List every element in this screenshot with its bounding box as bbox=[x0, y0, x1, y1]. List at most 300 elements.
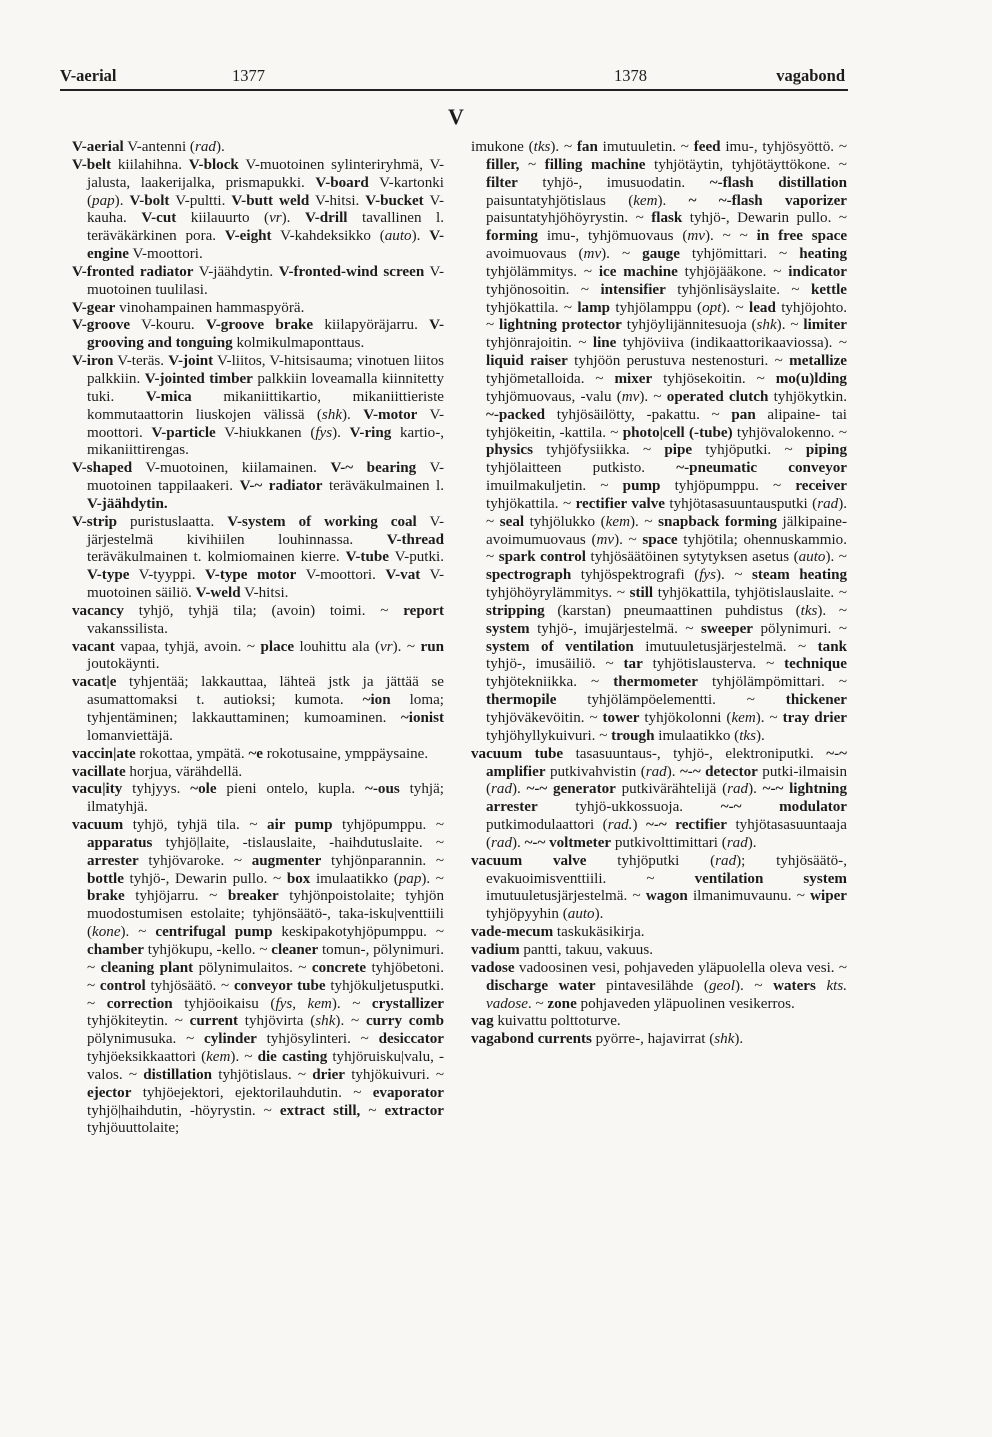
field-label: rad bbox=[491, 781, 512, 798]
headword: V-butt weld bbox=[231, 192, 310, 209]
field-label: rad bbox=[715, 852, 737, 869]
field-label: pap bbox=[92, 192, 115, 209]
definition-text: tyhjö|laite, -tislauslaite, -haihdutuslaite. ~ bbox=[152, 834, 444, 851]
definition-text: imutuuletusjärjestelmä. ~ bbox=[633, 638, 818, 655]
definition-text: tyhjötislaus. ~ bbox=[212, 1066, 313, 1083]
definition-text: tyhjöpumppu. ~ bbox=[332, 817, 444, 834]
definition-text: tyhjönparannin. ~ bbox=[321, 852, 444, 869]
definition-text: horjua, värähdellä. bbox=[125, 763, 243, 780]
definition-text: tyhjötasasuuntaaja ( bbox=[486, 817, 847, 851]
field-label: rad bbox=[194, 139, 216, 155]
headword: V-tube bbox=[345, 549, 389, 566]
definition-text: tyhjöpyyhin ( bbox=[486, 906, 568, 923]
field-label: auto bbox=[567, 906, 595, 923]
definition-text: ). ~ bbox=[817, 602, 847, 619]
headword: centrifugal pump bbox=[155, 924, 273, 941]
headword: V-jointed timber bbox=[144, 370, 253, 387]
definition-text: palkkiin loveamalla kiinnitetty tuki. bbox=[87, 370, 444, 405]
definition-text: kiilapyöräjarru. bbox=[313, 317, 430, 334]
headword: receiver bbox=[795, 478, 847, 495]
definition-text: tyhjökupu, -kello. ~ bbox=[144, 941, 272, 958]
headword: V-strip bbox=[72, 513, 117, 530]
definition-text: ). bbox=[215, 139, 225, 155]
definition-text: tyhjentää; lakkauttaa, lähteä jstk ja jättää se asumattomaksi t. autioksi; kumota. bbox=[87, 674, 444, 709]
headword: V-board bbox=[315, 174, 369, 191]
definition-text: ). bbox=[342, 406, 364, 423]
definition-text: ). ~ bbox=[120, 924, 156, 941]
dictionary-entry bbox=[72, 264, 444, 300]
definition-text: rokotusaine, ymppäysaine. bbox=[263, 745, 429, 762]
definition-text: kiilahihna. bbox=[111, 156, 189, 173]
definition-text: ). bbox=[114, 192, 130, 209]
headword: vag bbox=[471, 1013, 494, 1030]
definition-text: V-järjestelmä kivihiilen louhinnassa. bbox=[87, 513, 444, 548]
headword: mixer bbox=[614, 370, 653, 387]
headword: vacuum bbox=[72, 817, 124, 834]
definition-text: tyhjöjarru. ~ bbox=[124, 888, 228, 905]
headword: V-shaped bbox=[72, 460, 133, 477]
headword: gauge bbox=[642, 246, 680, 263]
definition-text: tyhjöhyllykuivuri. ~ bbox=[486, 727, 612, 744]
definition-text: ). bbox=[512, 834, 525, 851]
definition-text: tyhjökuivuri. ~ bbox=[344, 1066, 444, 1083]
headword: discharge water bbox=[486, 977, 596, 994]
headword: pipe bbox=[664, 442, 693, 459]
headword: limiter bbox=[803, 317, 847, 334]
definition-text: teräväkulmainen t. kolmiomainen kierre. bbox=[87, 549, 346, 566]
headword: ~-~ generator bbox=[526, 781, 616, 798]
definition-text: ). ~ bbox=[776, 317, 804, 334]
definition-text: ). bbox=[512, 781, 527, 798]
running-head-right: vagabond bbox=[776, 66, 845, 85]
field-label: rad bbox=[817, 495, 839, 512]
definition-text: tyhjövalokenno. ~ bbox=[732, 424, 848, 441]
headword: vadose bbox=[471, 959, 515, 976]
headword: ~ionist bbox=[400, 710, 444, 726]
definition-text: tyhjömittari. ~ bbox=[679, 246, 800, 263]
definition-text: V-moottori. bbox=[87, 406, 445, 441]
definition-text: pohjaveden yläpuolinen vesikerros. bbox=[576, 995, 795, 1012]
definition-text: pölynimulaitos. ~ bbox=[193, 959, 312, 976]
headword: place bbox=[260, 638, 295, 655]
headword: apparatus bbox=[87, 834, 153, 851]
definition-text: tyhjöylijännitesuoja ( bbox=[621, 317, 757, 334]
definition-text: tyhjöuuttolaite; bbox=[87, 1120, 180, 1137]
field-label: kts. vadose bbox=[486, 977, 848, 1012]
headword: desiccator bbox=[378, 1031, 444, 1048]
field-label: kem bbox=[731, 710, 756, 726]
header-rule bbox=[60, 89, 848, 91]
definition-text: ); tyhjösäätö-, evakuoimisventtiili. ~ bbox=[486, 852, 847, 887]
headword: still bbox=[629, 585, 654, 602]
headword: extractor bbox=[384, 1102, 444, 1119]
headword: mo(u)lding bbox=[775, 370, 847, 387]
headword: report bbox=[403, 602, 444, 619]
dictionary-entry bbox=[72, 746, 444, 764]
definition-text: V-pultti. bbox=[169, 192, 232, 209]
definition-text: ). ~ bbox=[716, 567, 752, 584]
definition-text: kiilauurto ( bbox=[176, 210, 270, 227]
definition-text: ). ~ ~ bbox=[704, 228, 757, 245]
headword: ejector bbox=[87, 1084, 132, 1101]
field-label: shk bbox=[714, 1031, 735, 1048]
definition-text: V-hitsi. bbox=[240, 585, 289, 602]
definition-text: tyhjönrajoitin. ~ bbox=[486, 335, 593, 352]
definition-text: V-antenni ( bbox=[123, 139, 195, 155]
definition-text: lomanviettäjä. bbox=[87, 727, 173, 744]
headword: ~-pneumatic conveyor bbox=[676, 460, 847, 477]
definition-text: tyhjömetalloida. ~ bbox=[486, 370, 615, 387]
definition-text: tyhjölamppu ( bbox=[610, 299, 703, 316]
field-label: kem bbox=[633, 192, 658, 209]
headword: vacillate bbox=[72, 763, 126, 780]
definition-text: tyhjä; ilmatyhjä. bbox=[87, 781, 444, 816]
definition-text: tyhjölukko ( bbox=[524, 513, 606, 530]
headword: ~ole bbox=[190, 781, 217, 798]
definition-text: ). bbox=[755, 727, 765, 744]
headword: tower bbox=[602, 710, 640, 726]
dictionary-entry bbox=[72, 317, 444, 353]
dictionary-entry bbox=[72, 139, 444, 157]
headword: ~-~ lightning arrester bbox=[486, 781, 847, 816]
definition-text: V-kartonki ( bbox=[87, 174, 444, 209]
headword: V-drill bbox=[304, 210, 348, 227]
definition-text: ~ bbox=[360, 1102, 385, 1119]
definition-text: ). bbox=[332, 424, 350, 441]
definition-text: tyhjökuljetusputki. ~ bbox=[87, 977, 444, 1012]
definition-text: tyhjöputki. ~ bbox=[692, 442, 806, 459]
definition-text: tyhjöfysiikka. ~ bbox=[532, 442, 665, 459]
definition-text: tyhjöviiva (indikaattorikaaviossa). ~ bbox=[616, 335, 848, 352]
headword: space bbox=[642, 531, 678, 548]
dictionary-entry bbox=[471, 746, 847, 853]
headword: line bbox=[592, 335, 617, 352]
headword: filter bbox=[486, 174, 518, 191]
headword: operated clutch bbox=[666, 388, 769, 405]
definition-text: tyhjöoikaisu ( bbox=[172, 995, 276, 1012]
headword: chamber bbox=[87, 941, 145, 958]
definition-text: joutokäynti. bbox=[87, 656, 160, 673]
headword: curry comb bbox=[365, 1013, 445, 1030]
definition-text: teräväkulmainen l. bbox=[322, 478, 445, 495]
headword: arrester bbox=[87, 852, 139, 869]
field-label: tks bbox=[800, 602, 818, 619]
headword: steam heating bbox=[751, 567, 848, 584]
field-label: auto bbox=[798, 549, 826, 566]
definition-text: paisuntatyhjöhöyrystin. ~ bbox=[486, 210, 652, 227]
definition-text: V-jäähdytin. bbox=[193, 263, 279, 280]
headword: V-fronted radiator bbox=[72, 263, 194, 280]
field-label: mv bbox=[596, 531, 615, 548]
field-label: vr bbox=[269, 210, 282, 227]
definition-text: imutuuletusjärjestelmä. ~ bbox=[486, 888, 646, 905]
headword: ~-~ detector bbox=[679, 763, 758, 780]
dictionary-entry bbox=[471, 924, 847, 942]
definition-text: tyhjövirta ( bbox=[238, 1013, 316, 1030]
definition-text: tyhjöputki ( bbox=[586, 852, 716, 869]
definition-text: V-muotoinen, kiilamainen. bbox=[132, 460, 331, 477]
headword: V-bucket bbox=[365, 192, 424, 209]
headword: intensifier bbox=[600, 281, 666, 298]
headword: V-~ bearing bbox=[330, 460, 417, 477]
dictionary-entry bbox=[72, 157, 444, 264]
headword: thermopile bbox=[486, 692, 557, 709]
definition-text: tyhjöspektrografi ( bbox=[571, 567, 700, 584]
headword: brake bbox=[87, 888, 125, 905]
definition-text: tyhjölaitteen putkisto. bbox=[486, 460, 677, 477]
headword: V-bolt bbox=[129, 192, 170, 209]
headword: seal bbox=[499, 513, 525, 530]
headword: spectrograph bbox=[486, 567, 572, 584]
definition-text: imukone ( bbox=[471, 139, 534, 155]
definition-text: ). bbox=[657, 192, 689, 209]
definition-text: ). ~ bbox=[230, 1049, 258, 1066]
headword: wiper bbox=[810, 888, 847, 905]
headword: pan bbox=[731, 406, 756, 423]
left-column bbox=[72, 139, 444, 1138]
headword: V-motor bbox=[363, 406, 418, 423]
headword: V-block bbox=[188, 156, 239, 173]
definition-text: pantti, takuu, vakuus. bbox=[519, 941, 653, 958]
headword: ~-~ modulator bbox=[720, 799, 848, 816]
field-label: auto bbox=[384, 228, 412, 245]
headword: pump bbox=[622, 478, 661, 495]
definition-text: mikaniittikartio, mikaniittieriste kommutaattorin liuskojen välissä ( bbox=[87, 388, 444, 423]
definition-text: tyhjöön perustuva nestenosturi. ~ bbox=[567, 353, 790, 370]
headword: zone bbox=[547, 995, 577, 1012]
field-label: rad bbox=[726, 834, 748, 851]
headword: V-aerial bbox=[72, 139, 124, 155]
definition-text: tomun-, pölynimuri. ~ bbox=[87, 941, 444, 976]
dictionary-entry bbox=[471, 942, 847, 960]
dictionary-entry bbox=[471, 139, 847, 746]
definition-text: tyhjölämmitys. ~ bbox=[486, 263, 599, 280]
headword: heating bbox=[799, 246, 847, 263]
definition-text: ). bbox=[594, 906, 604, 923]
definition-text: ). ~ bbox=[486, 495, 847, 530]
definition-text: putkivärähtelijä ( bbox=[615, 781, 728, 798]
headword: (-tube) bbox=[689, 424, 733, 441]
headword: drier bbox=[312, 1066, 345, 1083]
definition-text: taskukäsikirja. bbox=[553, 924, 645, 941]
headword: cleaning plant bbox=[100, 959, 194, 976]
dictionary-entry bbox=[72, 603, 444, 639]
definition-text: tyhjönpoistolaite; tyhjön muodostumisen estolaite; tyhjönsäätö-, taka-isku|venttiili ( bbox=[87, 888, 444, 941]
headword: kettle bbox=[810, 281, 847, 298]
definition-text: imutuuletin. ~ bbox=[597, 139, 694, 155]
headword: V-eight bbox=[224, 228, 272, 245]
definition-text: tyhjövaroke. ~ bbox=[138, 852, 252, 869]
headword: feed bbox=[693, 139, 721, 155]
headword: system of ventilation bbox=[486, 638, 634, 655]
dictionary-entry bbox=[72, 674, 444, 745]
definition-text: vinohampainen hammaspyörä. bbox=[115, 299, 305, 316]
field-label: shk bbox=[315, 1013, 336, 1030]
definition-text: kartio-, mikaniittirengas. bbox=[87, 424, 444, 459]
headword: correction bbox=[106, 995, 173, 1012]
headword: V-gear bbox=[72, 299, 116, 316]
definition-text: V-muotoinen sylinteriryhmä, V-jalusta, laakerijalka, prismapukki. bbox=[87, 156, 444, 191]
running-head-left: V-aerial bbox=[60, 66, 117, 85]
definition-text: alipaine- tai tyhjökeitin, -kattila. ~ bbox=[486, 406, 847, 441]
headword: vacuum tube bbox=[471, 745, 564, 762]
definition-text: tyhjötekniikka. ~ bbox=[486, 674, 614, 691]
headword: V-joint bbox=[168, 353, 214, 370]
definition-text: tyhjö, tyhjä tila. ~ bbox=[123, 817, 268, 834]
definition-text: pölynimusuka. ~ bbox=[87, 1031, 205, 1048]
definition-text: tyhjöejektori, ejektorilauhdutin. ~ bbox=[131, 1084, 373, 1101]
headword: evaporator bbox=[372, 1084, 444, 1101]
headword: augmenter bbox=[251, 852, 322, 869]
dictionary-entry bbox=[72, 764, 444, 782]
definition-text: tyhjökolonni ( bbox=[639, 710, 732, 726]
headword: forming bbox=[486, 228, 538, 245]
headword: ~e bbox=[248, 745, 263, 762]
definition-text: ). bbox=[281, 210, 305, 227]
field-label: tks bbox=[533, 139, 551, 155]
dictionary-entry bbox=[72, 300, 444, 318]
headword: die casting bbox=[257, 1049, 328, 1066]
headword: photo|cell bbox=[622, 424, 685, 441]
headword: vadium bbox=[471, 941, 520, 958]
dictionary-entry bbox=[72, 514, 444, 603]
headword: V-vat bbox=[385, 567, 421, 584]
definition-text: ). ~ bbox=[734, 977, 774, 994]
headword: breaker bbox=[227, 888, 279, 905]
definition-text: ). ~ bbox=[825, 549, 847, 566]
definition-text: tyhjöpumppu. ~ bbox=[660, 478, 796, 495]
field-label: shk bbox=[321, 406, 343, 423]
headword: crystallizer bbox=[371, 995, 444, 1012]
headword: V-grooving and tonguing bbox=[87, 317, 444, 352]
definition-text: ). ~ bbox=[639, 388, 667, 405]
headword: V-mica bbox=[145, 388, 192, 405]
definition-text: kolmikulmaponttaus. bbox=[232, 335, 365, 352]
definition-text: tyhjö-, Dewarin pullo. ~ bbox=[123, 870, 287, 887]
field-label: kone bbox=[92, 924, 121, 941]
definition-text: tyhjömuovaus, -valu ( bbox=[486, 388, 622, 405]
headword: physics bbox=[486, 442, 533, 459]
definition-text: imu-, tyhjösyöttö. ~ bbox=[720, 139, 847, 155]
section-letter: V bbox=[448, 104, 464, 129]
headword: current bbox=[189, 1013, 238, 1030]
definition-text: tyhjöväkevöitin. ~ bbox=[486, 710, 603, 726]
headword: vacant bbox=[72, 638, 115, 655]
headword: ventilation system bbox=[694, 870, 847, 887]
headword: V-system of working coal bbox=[227, 513, 417, 530]
headword: run bbox=[420, 638, 445, 655]
field-label: shk bbox=[756, 317, 777, 334]
definition-text: imulaatikko ( bbox=[310, 870, 399, 887]
definition-text: jälkipaine-avoimumuovaus ( bbox=[486, 513, 848, 548]
definition-text: ). ~ bbox=[550, 139, 577, 155]
headword: tray drier bbox=[782, 710, 847, 726]
field-label: opt bbox=[702, 299, 722, 316]
definition-text: tyhjöjohto. ~ bbox=[486, 299, 848, 334]
headword: lightning protector bbox=[499, 317, 622, 334]
definition-text: tyhjö-ukkossuoja. bbox=[537, 799, 721, 816]
headword: V-belt bbox=[72, 156, 112, 173]
definition-text: pintavesilähde ( bbox=[595, 977, 709, 994]
headword: ~ ~-flash vaporizer bbox=[688, 192, 847, 209]
definition-text: tyhjötislausterva. ~ bbox=[642, 656, 785, 673]
definition-text: tyhjötasasuuntausputki ( bbox=[664, 495, 818, 512]
definition-text: ). ~ bbox=[755, 710, 783, 726]
definition-text: tyhjöjääkone. ~ bbox=[677, 263, 789, 280]
definition-text: ). ~ bbox=[601, 246, 643, 263]
headword: technique bbox=[784, 656, 847, 673]
field-label: geol bbox=[708, 977, 735, 994]
definition-text: putki-ilmaisin ( bbox=[486, 763, 847, 798]
definition-text: imuilmakuljetin. ~ bbox=[486, 478, 623, 495]
definition-text: ). ~ bbox=[721, 299, 750, 316]
definition-text: ). ~ bbox=[629, 513, 659, 530]
definition-text: ). ~ bbox=[421, 870, 444, 887]
definition-text: V-muotoinen tuulilasi. bbox=[87, 263, 445, 298]
field-label: mv bbox=[621, 388, 640, 405]
definition-text: tyhjökattila. ~ bbox=[486, 495, 576, 512]
headword: bottle bbox=[87, 870, 124, 887]
definition-text: tyhjöbetoni. ~ bbox=[87, 959, 444, 994]
headword: system bbox=[486, 620, 530, 637]
headword: indicator bbox=[788, 263, 847, 280]
definition-text: tyhjö, tyhjä tila; (avoin) toimi. ~ bbox=[123, 602, 404, 619]
headword: ~-packed bbox=[486, 406, 546, 423]
headword: ~-~ rectifier bbox=[646, 817, 727, 834]
definition-text: ). bbox=[748, 781, 763, 798]
headword: waters bbox=[773, 977, 816, 994]
definition-text: pyörre-, hajavirrat ( bbox=[591, 1031, 715, 1048]
headword: V-type motor bbox=[205, 567, 297, 584]
definition-text: vadoosinen vesi, pohjaveden yläpuolella oleva vesi. ~ bbox=[514, 959, 847, 976]
definition-text: . ~ bbox=[527, 995, 548, 1012]
headword: vacu|ity bbox=[72, 781, 123, 798]
headword: lead bbox=[749, 299, 776, 316]
definition-text: tyhjö-, imusuodatin. bbox=[517, 174, 710, 191]
headword: snapback forming bbox=[658, 513, 777, 530]
page-number-left: 1377 bbox=[232, 66, 265, 85]
page-number-right: 1378 bbox=[614, 66, 647, 85]
field-label: tks bbox=[739, 727, 756, 744]
headword: concrete bbox=[311, 959, 367, 976]
headword: vacancy bbox=[72, 602, 124, 619]
headword: V-iron bbox=[72, 353, 114, 370]
definition-text: tyhjötila; ohennuskammio. ~ bbox=[486, 531, 847, 566]
definition-text: ) bbox=[632, 817, 647, 834]
field-label: rad bbox=[491, 834, 512, 851]
headword: V-groove brake bbox=[205, 317, 314, 334]
headword: V-thread bbox=[386, 531, 444, 548]
headword: V-jäähdytin. bbox=[87, 495, 168, 512]
field-label: vr bbox=[380, 638, 393, 655]
definition-text: tyhjökattila. ~ bbox=[486, 299, 578, 316]
definition-text: tyhjö-, Dewarin pullo. ~ bbox=[682, 210, 847, 227]
dictionary-entry bbox=[471, 960, 847, 1014]
headword: V-type bbox=[87, 567, 130, 584]
definition-text: V-moottori. bbox=[296, 567, 386, 584]
definition-text: tyhjölämpömittari. ~ bbox=[697, 674, 847, 691]
definition-text: tyhjö|haihdutin, -höyrystin. ~ bbox=[87, 1102, 280, 1119]
definition-text: ~ bbox=[519, 156, 545, 173]
field-label: pap bbox=[398, 870, 422, 887]
definition-text: pieni ontelo, kupla. bbox=[216, 781, 366, 798]
headword: liquid raiser bbox=[486, 353, 568, 370]
headword: ice machine bbox=[598, 263, 678, 280]
definition-text: tyhjösäätö. ~ bbox=[145, 977, 234, 994]
definition-text: tavallinen l. teräväkärkinen pora. bbox=[87, 210, 445, 245]
headword: vagabond currents bbox=[471, 1031, 592, 1048]
definition-text: vakanssilista. bbox=[87, 620, 168, 637]
